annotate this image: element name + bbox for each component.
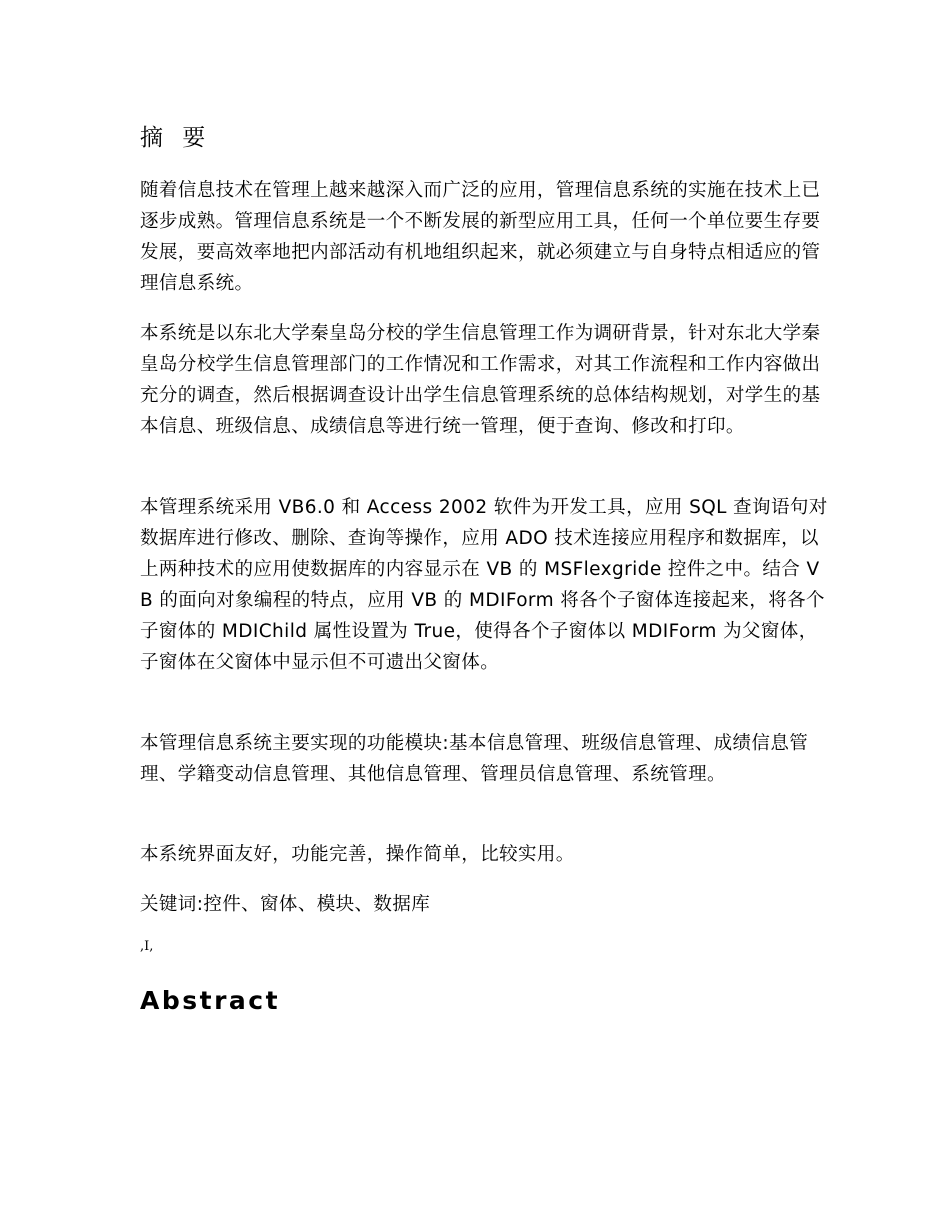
- abstract-title-english: Abstract: [140, 986, 281, 1015]
- keywords-line: 关键词:控件、窗体、模块、数据库: [140, 894, 431, 915]
- page-number: ,I,: [140, 939, 154, 954]
- body-paragraph-5: 本系统界面友好，功能完善，操作简单，比较实用。: [140, 844, 575, 865]
- body-paragraph-1: 随着信息技术在管理上越来越深入而广泛的应用，管理信息系统的实施在技术上已逐步成熟。管理信息系统是一个不断发展的新型应用工具，任何一个单位要生存要发展，要高效率地把内部活动有机地组织起来，就必须建立与自身特点相适应的管理信息系统。: [140, 180, 821, 294]
- body-paragraph-4: 本管理信息系统主要实现的功能模块:基本信息管理、班级信息管理、成绩信息管理、学籍变动信息管理、其他信息管理、管理员信息管理、系统管理。: [140, 733, 809, 785]
- body-paragraph-2: 本系统是以东北大学秦皇岛分校的学生信息管理工作为调研背景，针对东北大学秦皇岛分校学生信息管理部门的工作情况和工作需求，对其工作流程和工作内容做出充分的调查，然后根据调查设计出学生信息管理系统的总体结构规划，对学生的基本信息、班级信息、成绩信息等进行统一管理，便于查询、修改和打印。: [140, 323, 821, 437]
- abstract-title-chinese: 摘 要: [140, 125, 212, 151]
- body-paragraph-3: 本管理系统采用 VB6.0 和 Access 2002 软件为开发工具，应用 SQL 查询语句对数据库进行修改、删除、查询等操作，应用 ADO 技术连接应用程序和数据库，以上两种技术的应用使数据库的内容显示在 VB 的 MSFlexgride 控件之中。结合 VB 的面向对象编程的特点，应用 VB 的 MDIForm 将各个子窗体连接起来，将各个子窗体的 MDIChild 属性设置为 True，使得各个子窗体以 MDIForm 为父窗体，子窗体在父窗体中显示但不可遗出父窗体。: [140, 497, 828, 673]
